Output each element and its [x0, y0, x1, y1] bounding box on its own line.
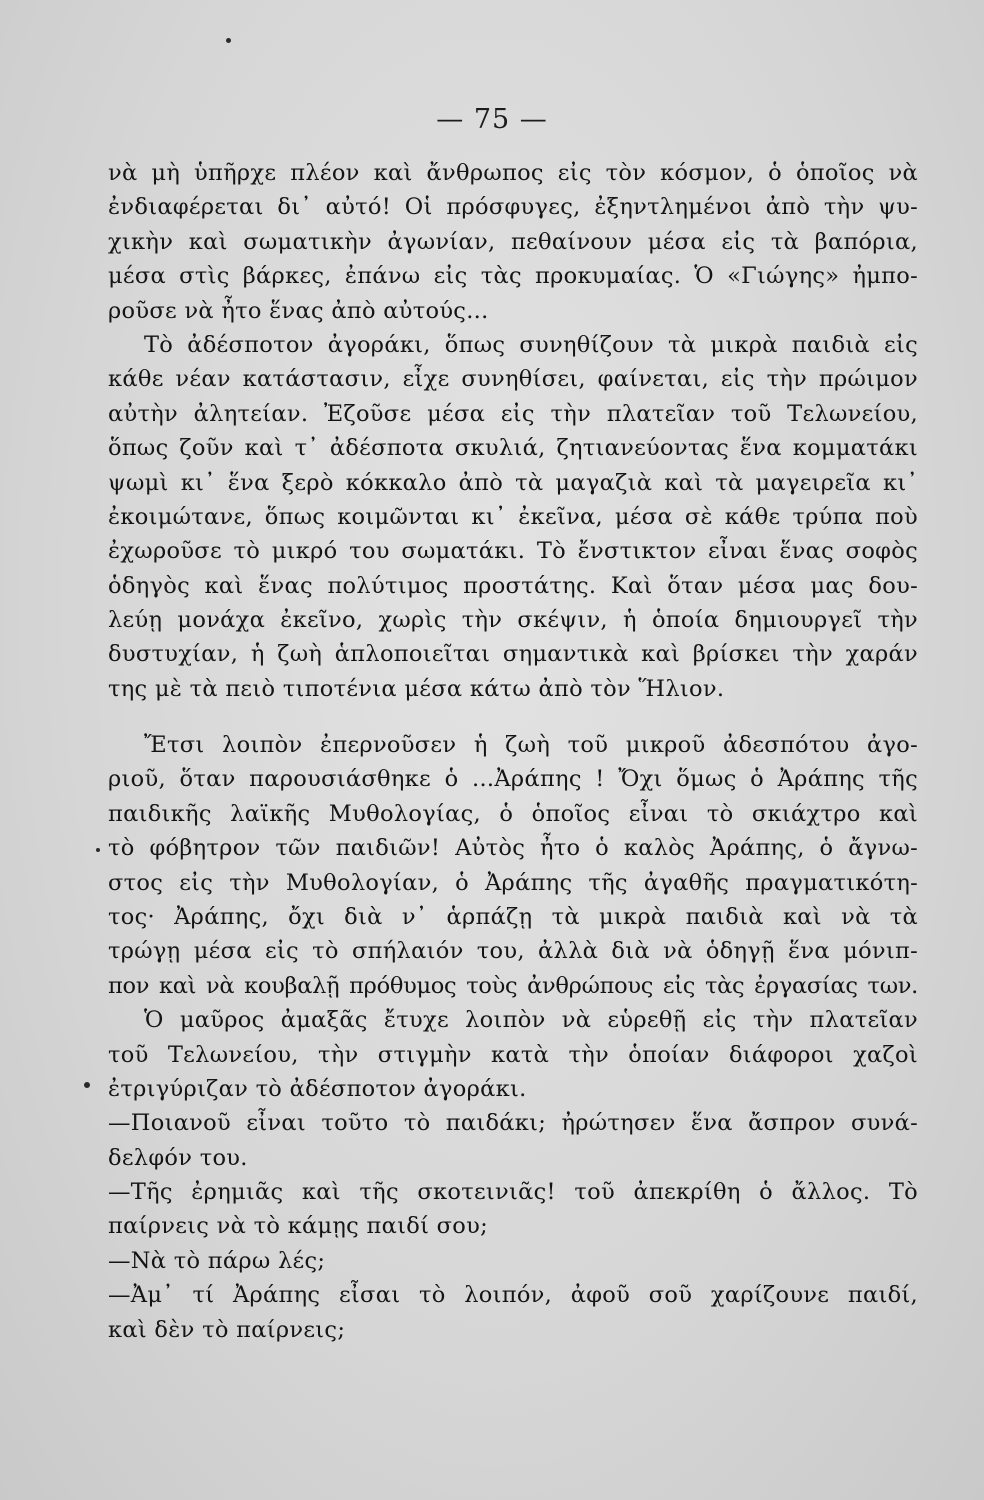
text-line: χικὴν καὶ σωματικὴν ἀγωνίαν, πεθαίνουν μέσα εἰς τὰ βαπόρια, [108, 228, 918, 255]
text-line: ριοῦ, ὅταν παρουσιάσθηκε ὁ ...Ἀράπης ! Ὄχι ὅμως ὁ Ἀράπης τῆς [108, 766, 918, 793]
ink-speck [84, 1082, 90, 1088]
text-line: στος εἰς τὴν Μυθολογίαν, ὁ Ἀράπης τῆς ἀγαθῆς πραγματικότη- [108, 869, 918, 896]
text-line: ἐκοιμώτανε, ὅπως κοιμῶνται κι᾽ ἐκεῖνα, μέσα σὲ κάθε τρύπα ποὺ [108, 503, 918, 530]
dialogue-line: —Ἀμ᾽ τί Ἀράπης εἶσαι τὸ λοιπόν, ἀφοῦ σοῦ χαρίζουνε παιδί, [108, 1282, 918, 1309]
text-line: νὰ μὴ ὑπῆρχε πλέον καὶ ἄνθρωπος εἰς τὸν κόσμον, ὁ ὁποῖος νὰ [108, 160, 918, 186]
paragraph-block-1 [108, 156, 918, 706]
dialogue-line: —Ποιανοῦ εἶναι τοῦτο τὸ παιδάκι; ἠρώτησεν ἕνα ἄσπρον συνά- [108, 1110, 918, 1137]
text-line: δελφόν του. [108, 1144, 248, 1171]
text-line: λεύῃ μονάχα ἐκεῖνο, χωρὶς τὴν σκέψιν, ἡ ὁποία δημιουργεῖ τὴν [108, 607, 918, 634]
dialogue-line: —Νὰ τὸ πάρω λές; [108, 1247, 326, 1274]
text-line: ὅπως ζοῦν καὶ τ᾽ ἀδέσποτα σκυλιά, ζητιανεύοντας ἕνα κομματάκι [108, 435, 918, 462]
text-line: Ὁ μαῦρος ἀμαξᾶς ἔτυχε λοιπὸν νὰ εὑρεθῇ εἰς τὴν πλατεῖαν [144, 1007, 918, 1034]
text-line: Τὸ ἀδέσποτον ἀγοράκι, ὅπως συνηθίζουν τὰ μικρὰ παιδιὰ εἰς [144, 331, 918, 358]
text-line: της μὲ τὰ πειὸ τιποτένια μέσα κάτω ἀπὸ τὸν Ἥλιον. [108, 675, 725, 702]
text-line: ροῦσε νὰ ἦτο ἕνας ἀπὸ αὐτούς... [108, 297, 489, 324]
text-line: Ἔτσι λοιπὸν ἐπερνοῦσεν ἡ ζωὴ τοῦ μικροῦ ἀδεσπότου ἀγο- [144, 732, 918, 758]
text-line: παίρνεις νὰ τὸ κάμῃς παιδί σου; [108, 1213, 489, 1240]
text-line: δυστυχίαν, ἡ ζωὴ ἁπλοποιεῖται σημαντικὰ καὶ βρίσκει τὴν χαράν [108, 641, 918, 668]
text-line: ψωμὶ κι᾽ ἕνα ξερὸ κόκκαλο ἀπὸ τὰ μαγαζιὰ καὶ τὰ μαγειρεῖα κι᾽ [108, 469, 918, 496]
text-line: παιδικῆς λαϊκῆς Μυθολογίας, ὁ ὁποῖος εἶναι τὸ σκιάχτρο καὶ [108, 800, 918, 827]
ink-speck [96, 848, 100, 852]
text-line: τος· Ἀράπης, ὄχι διὰ ν᾽ ἁρπάζῃ τὰ μικρὰ παιδιὰ καὶ νὰ τὰ [108, 903, 918, 930]
text-line: κάθε νέαν κατάστασιν, εἶχε συνηθίσει, φαίνεται, εἰς τὴν πρώιμον [108, 366, 918, 393]
text-line: ἐχωροῦσε τὸ μικρό του σωματάκι. Τὸ ἔνστικτον εἶναι ἕνας σοφὸς [108, 538, 918, 565]
text-line: αὐτὴν ἀλητείαν. Ἐζοῦσε μέσα εἰς τὴν πλατεῖαν τοῦ Τελωνείου, [108, 400, 918, 427]
text-line: ἐνδιαφέρεται δι᾽ αὐτό! Οἱ πρόσφυγες, ἐξηντλημένοι ἀπὸ τὴν ψυ- [108, 194, 918, 221]
text-line: μέσα στὶς βάρκες, ἐπάνω εἰς τὰς προκυμαίας. Ὁ «Γιώγης» ἠμπο- [108, 263, 918, 290]
text-line: καὶ δὲν τὸ παίρνεις; [108, 1316, 346, 1343]
text-line: ἐτριγύριζαν τὸ ἀδέσποτον ἀγοράκι. [108, 1075, 527, 1102]
paragraph-block-2 [108, 728, 918, 1347]
text-line: ὁδηγὸς καὶ ἕνας πολύτιμος προστάτης. Καὶ ὅταν μέσα μας δου- [108, 572, 918, 599]
text-line: τοῦ Τελωνείου, τὴν στιγμὴν κατὰ τὴν ὁποίαν διάφοροι χαζοὶ [108, 1041, 918, 1068]
dialogue-line: —Τῆς ἐρημιᾶς καὶ τῆς σκοτεινιᾶς! τοῦ ἀπεκρίθη ὁ ἄλλος. Τὸ [108, 1179, 918, 1206]
text-line: τὸ φόβητρον τῶν παιδιῶν! Αὐτὸς ἦτο ὁ καλὸς Ἀράπης, ὁ ἄγνω- [108, 835, 918, 862]
text-line: τρώγῃ μέσα εἰς τὸ σπήλαιόν του, ἀλλὰ διὰ νὰ ὁδηγῇ ἕνα μόνιπ- [108, 938, 918, 965]
page-number: — 75 — [436, 104, 548, 135]
text-line: πον καὶ νὰ κουβαλῇ πρόθυμος τοὺς ἀνθρώπους εἰς τὰς ἐργασίας των. [108, 972, 918, 999]
ink-speck [226, 38, 231, 43]
